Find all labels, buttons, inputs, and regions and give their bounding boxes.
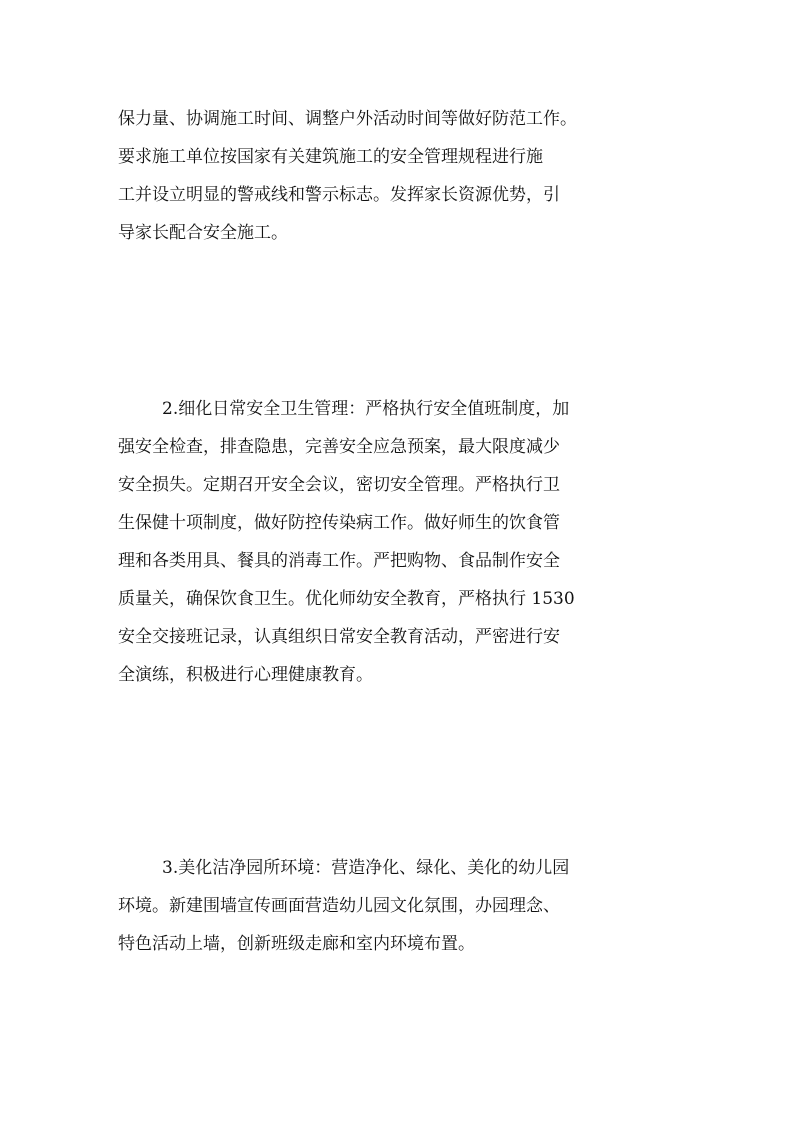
text-line: 导家长配合安全施工。 (118, 223, 288, 243)
text-line: 质量关，确保饮食卫生。优化师幼安全教育，严格执行 1530 (118, 589, 575, 609)
text-line: 2.细化日常安全卫生管理：严格执行安全值班制度，加 (162, 399, 570, 419)
text-line: 3.美化洁净园所环境：营造净化、绿化、美化的幼儿园 (162, 858, 570, 878)
text-line: 安全损失。定期召开安全会议，密切安全管理。严格执行卫 (118, 475, 560, 495)
text-line: 全演练，积极进行心理健康教育。 (118, 665, 373, 685)
text-line: 工并设立明显的警戒线和警示标志。发挥家长资源优势，引 (118, 185, 560, 205)
text-line: 保力量、协调施工时间、调整户外活动时间等做好防范工作。 (118, 109, 577, 129)
paragraph-daily-safety-hygiene (118, 390, 688, 694)
text-line: 要求施工单位按国家有关建筑施工的安全管理规程进行施 (118, 147, 543, 167)
text-line: 安全交接班记录，认真组织日常安全教育活动，严密进行安 (118, 627, 560, 647)
text-line: 特色活动上墙，创新班级走廊和室内环境布置。 (118, 934, 475, 954)
text-line: 强安全检查，排查隐患，完善安全应急预案，最大限度减少 (118, 437, 560, 457)
text-line: 环境。新建围墙宣传画面营造幼儿园文化氛围，办园理念、 (118, 896, 560, 916)
paragraph-campus-environment (118, 849, 688, 963)
text-line: 生保健十项制度，做好防控传染病工作。做好师生的饮食管 (118, 513, 560, 533)
paragraph-construction-safety (118, 100, 688, 252)
text-line: 理和各类用具、餐具的消毒工作。严把购物、食品制作安全 (118, 551, 560, 571)
